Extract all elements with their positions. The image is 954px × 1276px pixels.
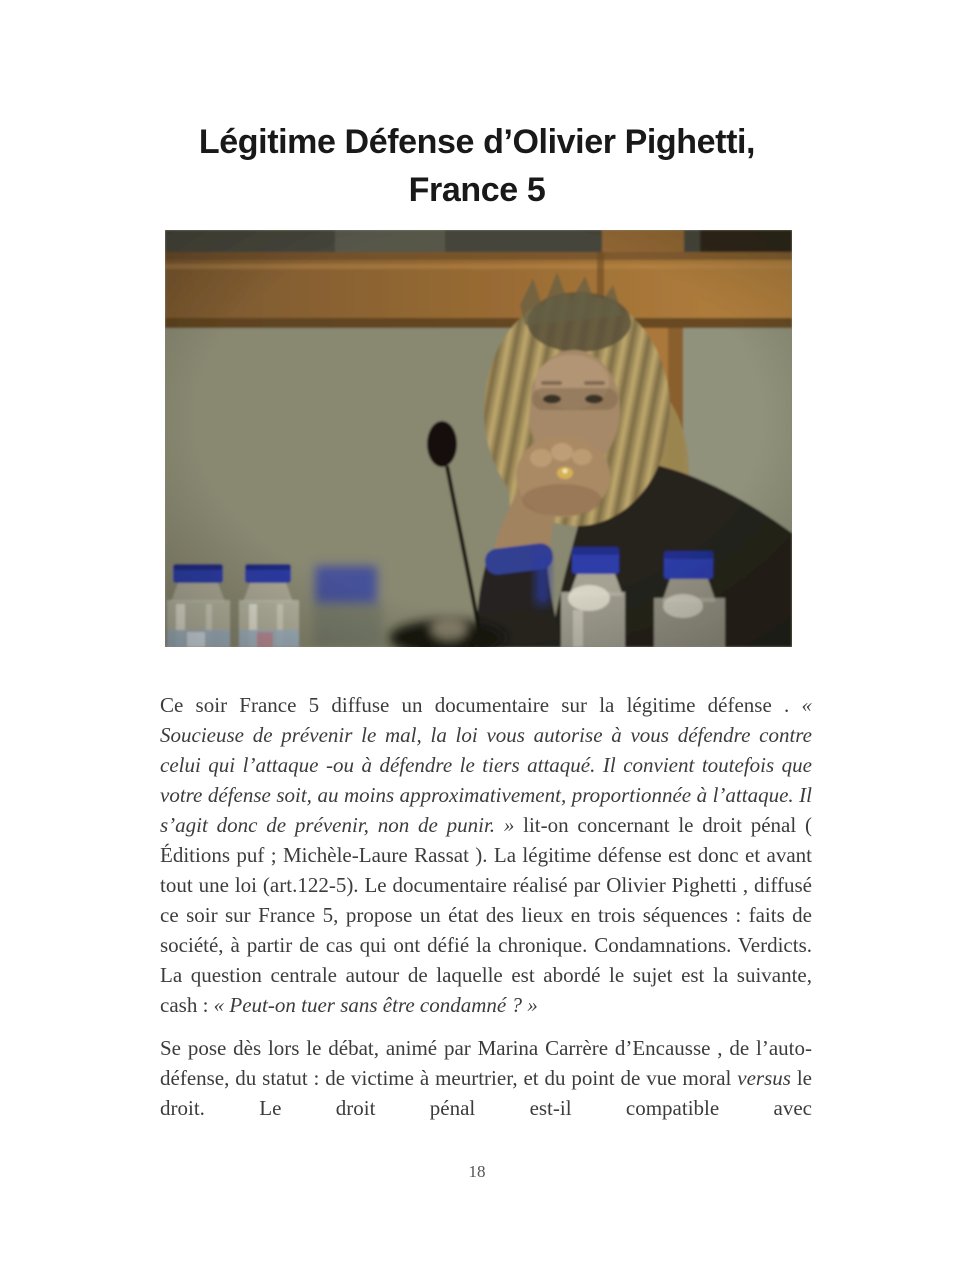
photo-vignette xyxy=(165,230,792,647)
text-segment-italic-quote: « Peut-on tuer sans être condamné ? » xyxy=(213,993,538,1017)
paragraph-2 xyxy=(160,1033,812,1123)
page-title xyxy=(151,0,803,214)
text-segment: Se pose dès lors le débat, animé par Marina Carrère d’Encausse , de l’auto-défense, du statut : de victime à meurtrier, et du point de vue moral xyxy=(160,1036,812,1090)
text-segment: Ce soir France 5 diffuse un documentaire sur la légitime défense . xyxy=(160,693,802,717)
article-photo xyxy=(165,230,792,647)
page-number: 18 xyxy=(468,1162,486,1181)
text-segment-italic: versus xyxy=(737,1066,791,1090)
text-segment: lit-on concernant le droit pénal ( Éditions puf ; Michèle-Laure Rassat ). La légitime défense est donc et avant tout une loi (art.122-5). Le documentaire réalisé par Olivier Pighetti , diffusé ce soir sur France 5, propose un état des lieux en trois séquences : faits de société, à partir de cas qui ont défié la chronique. Condamnations. Verdicts. La question centrale autour de laquelle est abordé le sujet est la suivante, cash : xyxy=(160,813,812,1017)
photo-illustration xyxy=(165,230,792,647)
paragraph-1 xyxy=(160,690,812,1020)
title-line-2: France 5 xyxy=(408,171,546,209)
text-segment: le droit. Le droit pénal est-il compatible avec xyxy=(160,1066,812,1120)
text-segment-italic-quote: « Soucieuse de prévenir le mal, la loi vous autorise à vous défendre contre celui qui l’attaque -ou à défendre le tiers attaqué. Il convient toutefois que votre défense soit, au moins approximativement, proportionnée à l’attaque. Il s’agit donc de prévenir, non de punir. » xyxy=(160,693,812,837)
title-line-1: Légitime Défense d’Olivier Pighetti, xyxy=(198,123,756,161)
